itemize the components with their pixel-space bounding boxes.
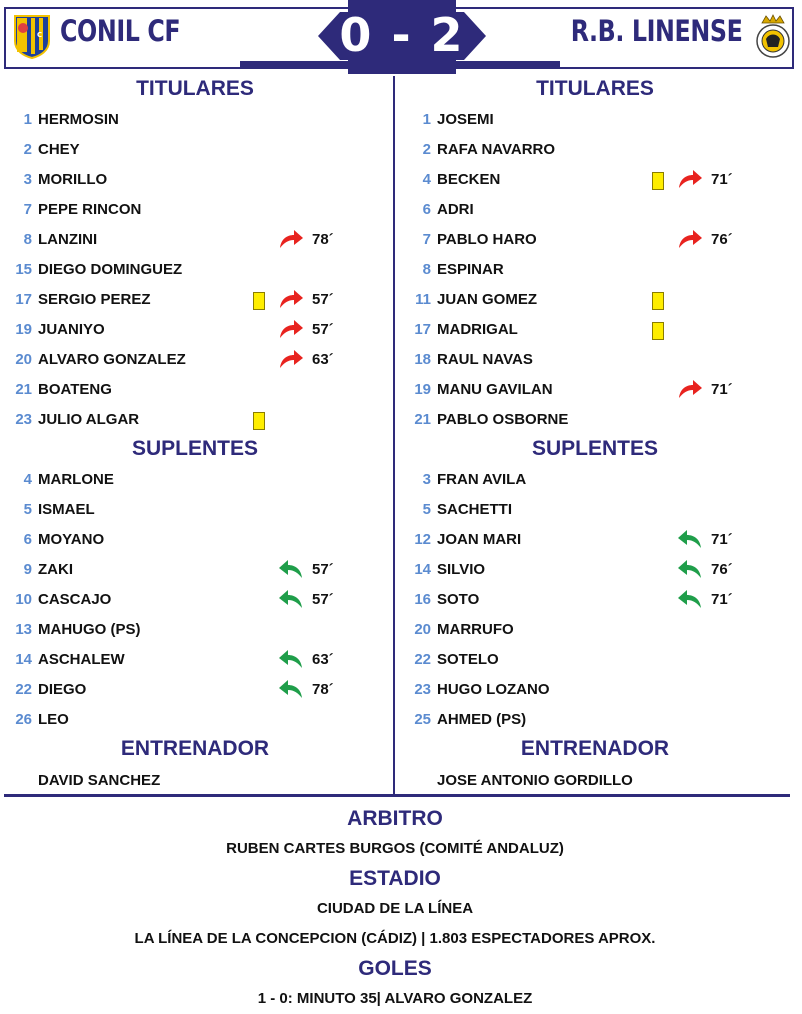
away-coach-name: JOSE ANTONIO GORDILLO bbox=[437, 772, 633, 789]
sub-out-arrow-icon bbox=[278, 288, 304, 310]
sub-in-minute: 76´ bbox=[711, 561, 733, 578]
player-name: ASCHALEW bbox=[38, 651, 125, 668]
away-sub-row bbox=[403, 495, 783, 525]
player-name: PABLO OSBORNE bbox=[437, 411, 569, 428]
player-number: 1 bbox=[23, 111, 32, 128]
player-name: MADRIGAL bbox=[437, 321, 518, 338]
sub-out-minute: 57´ bbox=[312, 291, 334, 308]
away-starters-title: TITULARES bbox=[536, 77, 654, 100]
player-name: JUANIYO bbox=[38, 321, 105, 338]
sub-in-arrow-icon bbox=[677, 528, 703, 550]
away-starter-row bbox=[403, 195, 783, 225]
home-starter-row bbox=[4, 105, 384, 135]
yellow-card-icon bbox=[253, 292, 265, 310]
player-number: 8 bbox=[422, 261, 431, 278]
home-starter-row bbox=[4, 195, 384, 225]
sub-out-minute: 57´ bbox=[312, 321, 334, 338]
home-starter-row bbox=[4, 165, 384, 195]
home-sub-row bbox=[4, 675, 384, 705]
player-name: ISMAEL bbox=[38, 501, 95, 518]
home-starter-row bbox=[4, 345, 384, 375]
player-number: 20 bbox=[15, 351, 32, 368]
player-name: MAHUGO (PS) bbox=[38, 621, 141, 638]
sub-in-minute: 71´ bbox=[711, 531, 733, 548]
away-starter-row bbox=[403, 165, 783, 195]
player-name: LANZINI bbox=[38, 231, 98, 248]
player-name: ZAKI bbox=[38, 561, 73, 578]
player-name: HUGO LOZANO bbox=[437, 681, 550, 698]
sub-in-minute: 57´ bbox=[312, 591, 334, 608]
home-coach-name: DAVID SANCHEZ bbox=[38, 772, 161, 789]
sub-out-arrow-icon bbox=[278, 228, 304, 250]
player-number: 15 bbox=[15, 261, 32, 278]
column-divider bbox=[393, 76, 395, 794]
away-starter-row bbox=[403, 135, 783, 165]
away-starter-row bbox=[403, 315, 783, 345]
match-score: 0 - 2 bbox=[339, 8, 465, 62]
sub-in-arrow-icon bbox=[677, 558, 703, 580]
home-subs-title: SUPLENTES bbox=[131, 437, 259, 460]
sub-in-minute: 78´ bbox=[312, 681, 334, 698]
sub-in-arrow-icon bbox=[278, 648, 304, 670]
player-name: MORILLO bbox=[38, 171, 108, 188]
player-number: 14 bbox=[414, 561, 431, 578]
player-number: 1 bbox=[422, 111, 431, 128]
player-number: 12 bbox=[414, 531, 431, 548]
away-sub-row bbox=[403, 675, 783, 705]
sub-in-minute: 71´ bbox=[711, 591, 733, 608]
home-starters-title: TITULARES bbox=[136, 77, 254, 100]
player-name: SOTO bbox=[437, 591, 480, 608]
sub-out-arrow-icon bbox=[677, 378, 703, 400]
player-name: DIEGO bbox=[38, 681, 87, 698]
score-container bbox=[318, 0, 486, 74]
away-crest-icon bbox=[754, 13, 792, 61]
home-sub-row bbox=[4, 645, 384, 675]
away-starter-row bbox=[403, 345, 783, 375]
home-starter-row bbox=[4, 405, 384, 435]
home-team-name: CONIL CF bbox=[60, 14, 181, 48]
sub-out-minute: 63´ bbox=[312, 351, 334, 368]
player-number: 8 bbox=[23, 231, 32, 248]
player-name: JOAN MARI bbox=[437, 531, 522, 548]
home-sub-row bbox=[4, 615, 384, 645]
home-starter-row bbox=[4, 285, 384, 315]
referee-name: RUBEN CARTES BURGOS (COMITÉ ANDALUZ) bbox=[226, 840, 564, 857]
player-number: 9 bbox=[23, 561, 32, 578]
away-coach-title: ENTRENADOR bbox=[520, 737, 670, 760]
sub-out-minute: 71´ bbox=[711, 381, 733, 398]
home-starter-row bbox=[4, 135, 384, 165]
away-starter-row bbox=[403, 285, 783, 315]
away-starter-row bbox=[403, 375, 783, 405]
player-name: MOYANO bbox=[38, 531, 105, 548]
player-name: SERGIO PEREZ bbox=[38, 291, 151, 308]
player-number: 22 bbox=[15, 681, 32, 698]
player-number: 23 bbox=[15, 411, 32, 428]
player-name: FRAN AVILA bbox=[437, 471, 527, 488]
home-starter-row bbox=[4, 255, 384, 285]
sub-out-minute: 76´ bbox=[711, 231, 733, 248]
away-team-name: R.B. LINENSE bbox=[570, 14, 742, 48]
player-name: PEPE RINCON bbox=[38, 201, 142, 218]
yellow-card-icon bbox=[253, 412, 265, 430]
player-number: 13 bbox=[15, 621, 32, 638]
player-name: SACHETTI bbox=[437, 501, 512, 518]
player-name: BOATENG bbox=[38, 381, 112, 398]
home-sub-row bbox=[4, 585, 384, 615]
home-coach-title: ENTRENADOR bbox=[120, 737, 270, 760]
player-number: 5 bbox=[422, 501, 431, 518]
player-number: 25 bbox=[414, 711, 431, 728]
away-sub-row bbox=[403, 615, 783, 645]
yellow-card-icon bbox=[652, 322, 664, 340]
player-name: MARLONE bbox=[38, 471, 114, 488]
player-name: SILVIO bbox=[437, 561, 486, 578]
player-number: 23 bbox=[414, 681, 431, 698]
player-number: 11 bbox=[415, 291, 431, 308]
player-name: ADRI bbox=[437, 201, 474, 218]
player-number: 4 bbox=[23, 471, 32, 488]
away-starter-row bbox=[403, 405, 783, 435]
home-sub-row bbox=[4, 705, 384, 735]
away-starter-row bbox=[403, 255, 783, 285]
player-name: DIEGO DOMINGUEZ bbox=[38, 261, 183, 278]
sub-in-arrow-icon bbox=[278, 678, 304, 700]
player-name: MANU GAVILAN bbox=[437, 381, 553, 398]
player-name: BECKEN bbox=[437, 171, 501, 188]
player-number: 21 bbox=[414, 411, 431, 428]
home-sub-row bbox=[4, 555, 384, 585]
sub-out-arrow-icon bbox=[278, 318, 304, 340]
away-sub-row bbox=[403, 525, 783, 555]
home-crest-icon bbox=[12, 13, 52, 59]
away-starter-row bbox=[403, 225, 783, 255]
svg-text:C: C bbox=[37, 31, 43, 39]
home-starter-row bbox=[4, 315, 384, 345]
player-name: PABLO HARO bbox=[437, 231, 537, 248]
home-sub-row bbox=[4, 495, 384, 525]
player-number: 4 bbox=[422, 171, 431, 188]
stadium-location: LA LÍNEA DE LA CONCEPCION (CÁDIZ) | 1.803 ESPECTADORES APROX. bbox=[134, 930, 656, 947]
player-name: CHEY bbox=[38, 141, 80, 158]
sub-in-arrow-icon bbox=[278, 558, 304, 580]
yellow-card-icon bbox=[652, 172, 664, 190]
player-name: LEO bbox=[38, 711, 69, 728]
player-number: 21 bbox=[15, 381, 32, 398]
away-sub-row bbox=[403, 585, 783, 615]
player-number: 5 bbox=[23, 501, 32, 518]
sub-in-arrow-icon bbox=[278, 588, 304, 610]
goal-entry: 1 - 0: MINUTO 35| ALVARO GONZALEZ bbox=[257, 990, 533, 1007]
away-subs-title: SUPLENTES bbox=[531, 437, 659, 460]
player-number: 3 bbox=[23, 171, 32, 188]
sub-in-arrow-icon bbox=[677, 588, 703, 610]
player-name: JUAN GOMEZ bbox=[437, 291, 538, 308]
player-number: 26 bbox=[15, 711, 32, 728]
sub-out-arrow-icon bbox=[677, 168, 703, 190]
home-sub-row bbox=[4, 525, 384, 555]
player-number: 7 bbox=[422, 231, 431, 248]
player-number: 6 bbox=[422, 201, 431, 218]
player-number: 16 bbox=[414, 591, 431, 608]
player-name: HERMOSIN bbox=[38, 111, 119, 128]
player-number: 7 bbox=[23, 201, 32, 218]
sub-out-minute: 78´ bbox=[312, 231, 334, 248]
player-name: RAUL NAVAS bbox=[437, 351, 533, 368]
player-number: 14 bbox=[15, 651, 32, 668]
player-name: JOSEMI bbox=[437, 111, 494, 128]
home-sub-row bbox=[4, 465, 384, 495]
player-name: CASCAJO bbox=[38, 591, 112, 608]
player-name: RAFA NAVARRO bbox=[437, 141, 556, 158]
goals-title: GOLES bbox=[358, 957, 432, 980]
player-number: 22 bbox=[414, 651, 431, 668]
sub-out-arrow-icon bbox=[677, 228, 703, 250]
stadium-title: ESTADIO bbox=[349, 867, 441, 890]
home-starter-row bbox=[4, 225, 384, 255]
player-number: 6 bbox=[23, 531, 32, 548]
away-starter-row bbox=[403, 105, 783, 135]
player-name: ALVARO GONZALEZ bbox=[38, 351, 186, 368]
player-number: 17 bbox=[414, 321, 431, 338]
home-starter-row bbox=[4, 375, 384, 405]
player-number: 3 bbox=[422, 471, 431, 488]
player-number: 20 bbox=[414, 621, 431, 638]
player-name: SOTELO bbox=[437, 651, 499, 668]
referee-title: ARBITRO bbox=[347, 807, 443, 830]
player-number: 17 bbox=[15, 291, 32, 308]
player-number: 19 bbox=[15, 321, 32, 338]
away-sub-row bbox=[403, 555, 783, 585]
yellow-card-icon bbox=[652, 292, 664, 310]
player-name: MARRUFO bbox=[437, 621, 514, 638]
player-name: AHMED (PS) bbox=[437, 711, 527, 728]
away-sub-row bbox=[403, 705, 783, 735]
player-number: 10 bbox=[15, 591, 32, 608]
away-sub-row bbox=[403, 645, 783, 675]
player-number: 19 bbox=[414, 381, 431, 398]
player-name: ESPINAR bbox=[437, 261, 504, 278]
sub-in-minute: 57´ bbox=[312, 561, 334, 578]
sub-out-arrow-icon bbox=[278, 348, 304, 370]
player-name: JULIO ALGAR bbox=[38, 411, 140, 428]
player-number: 2 bbox=[23, 141, 32, 158]
stadium-name: CIUDAD DE LA LÍNEA bbox=[316, 900, 474, 917]
player-number: 2 bbox=[422, 141, 431, 158]
player-number: 18 bbox=[414, 351, 431, 368]
sub-in-minute: 63´ bbox=[312, 651, 334, 668]
sub-out-minute: 71´ bbox=[711, 171, 733, 188]
away-sub-row bbox=[403, 465, 783, 495]
